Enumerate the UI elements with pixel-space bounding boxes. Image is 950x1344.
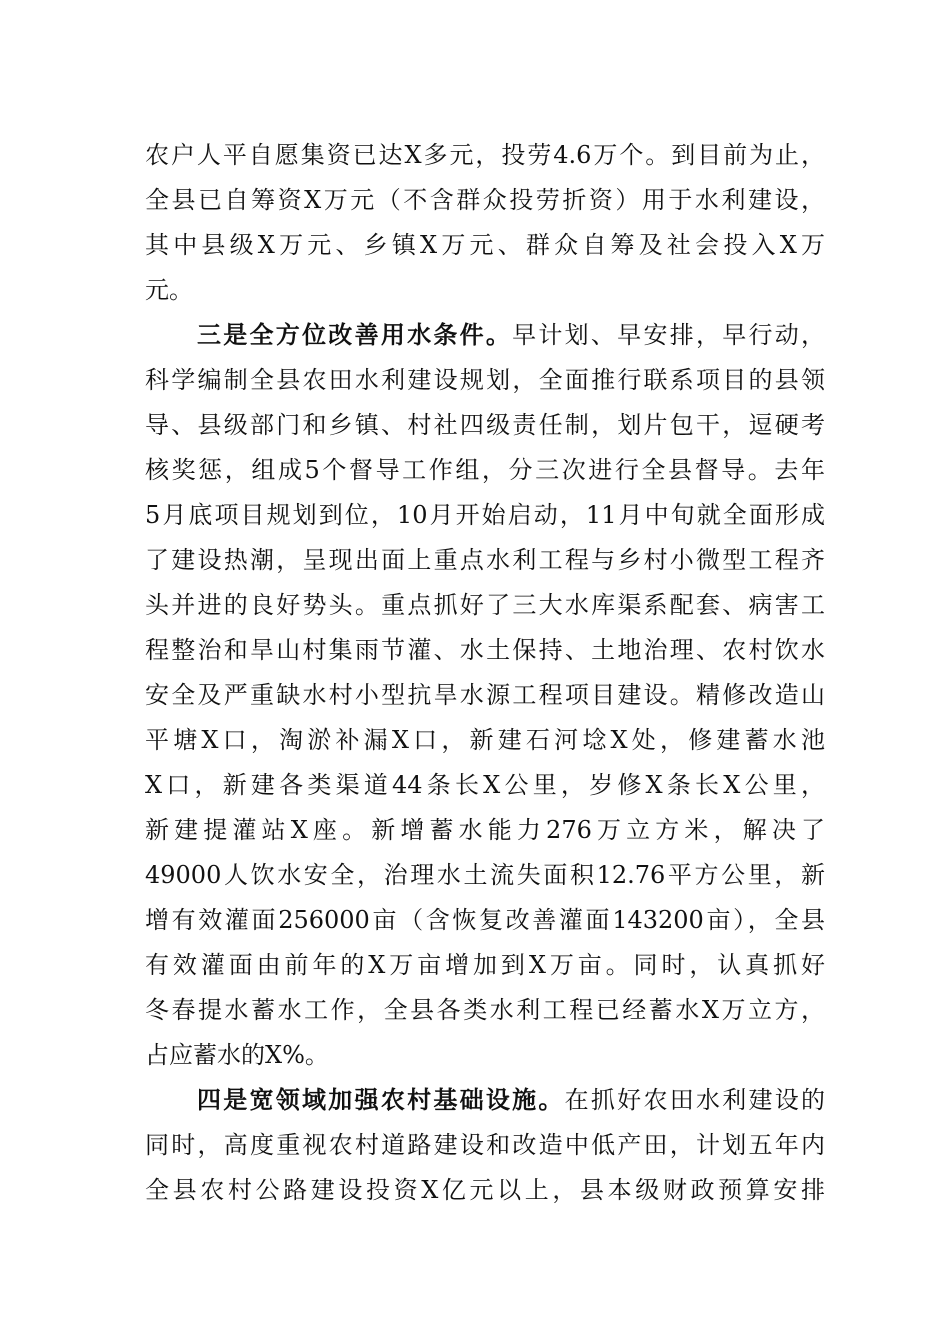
text-line: 同时，高度重视农村道路建设和改造中低产田，计划五年内 (145, 1131, 825, 1159)
text-line: 增有效灌面256000亩（含恢复改善灌面143200亩），全县 (145, 906, 825, 934)
text-line: 平塘X口，淘淤补漏X口，新建石河埝X处，修建蓄水池 (145, 726, 825, 754)
text-line: 头并进的良好势头。重点抓好了三大水库渠系配套、病害工 (145, 591, 825, 619)
paragraph-first-line (197, 313, 825, 357)
text-line: 49000人饮水安全，治理水土流失面积12.76平方公里，新 (145, 861, 825, 889)
text-line: 元。 (145, 276, 193, 304)
paragraph-heading: 三是全方位改善用水条件。 (197, 320, 513, 349)
text-line: 科学编制全县农田水利建设规划，全面推行联系项目的县领 (145, 366, 825, 394)
text-span: 在抓好农田水利建设的 (564, 1086, 826, 1114)
text-line: 占应蓄水的X%。 (145, 1041, 329, 1069)
text-line: 安全及严重缺水村小型抗旱水源工程项目建设。精修改造山 (145, 681, 825, 709)
text-line: 冬春提水蓄水工作，全县各类水利工程已经蓄水X万立方， (145, 996, 825, 1024)
text-line: 农户人平自愿集资已达X多元，投劳4.6万个。到目前为止， (145, 141, 825, 169)
text-line: 导、县级部门和乡镇、村社四级责任制，划片包干，逗硬考 (145, 411, 825, 439)
text-line: 有效灌面由前年的X万亩增加到X万亩。同时，认真抓好 (145, 951, 825, 979)
text-line: X口，新建各类渠道44条长X公里，岁修X条长X公里， (145, 771, 825, 799)
text-line: 程整治和旱山村集雨节灌、水土保持、土地治理、农村饮水 (145, 636, 825, 664)
paragraph-first-line (197, 1078, 825, 1122)
text-line: 全县已自筹资X万元（不含群众投劳折资）用于水利建设， (145, 186, 825, 214)
paragraph-heading: 四是宽领域加强农村基础设施。 (197, 1085, 565, 1114)
text-line: 全县农村公路建设投资X亿元以上，县本级财政预算安排 (145, 1176, 825, 1204)
text-line: 新建提灌站X座。新增蓄水能力276万立方米，解决了 (145, 816, 825, 844)
text-line: 了建设热潮，呈现出面上重点水利工程与乡村小微型工程齐 (145, 546, 825, 574)
text-line: 核奖惩，组成5个督导工作组，分三次进行全县督导。去年 (145, 456, 825, 484)
text-line: 5月底项目规划到位，10月开始启动，11月中旬就全面形成 (145, 501, 825, 529)
text-span: 早计划、早安排，早行动， (512, 321, 826, 349)
text-line: 其中县级X万元、乡镇X万元、群众自筹及社会投入X万 (145, 231, 825, 259)
